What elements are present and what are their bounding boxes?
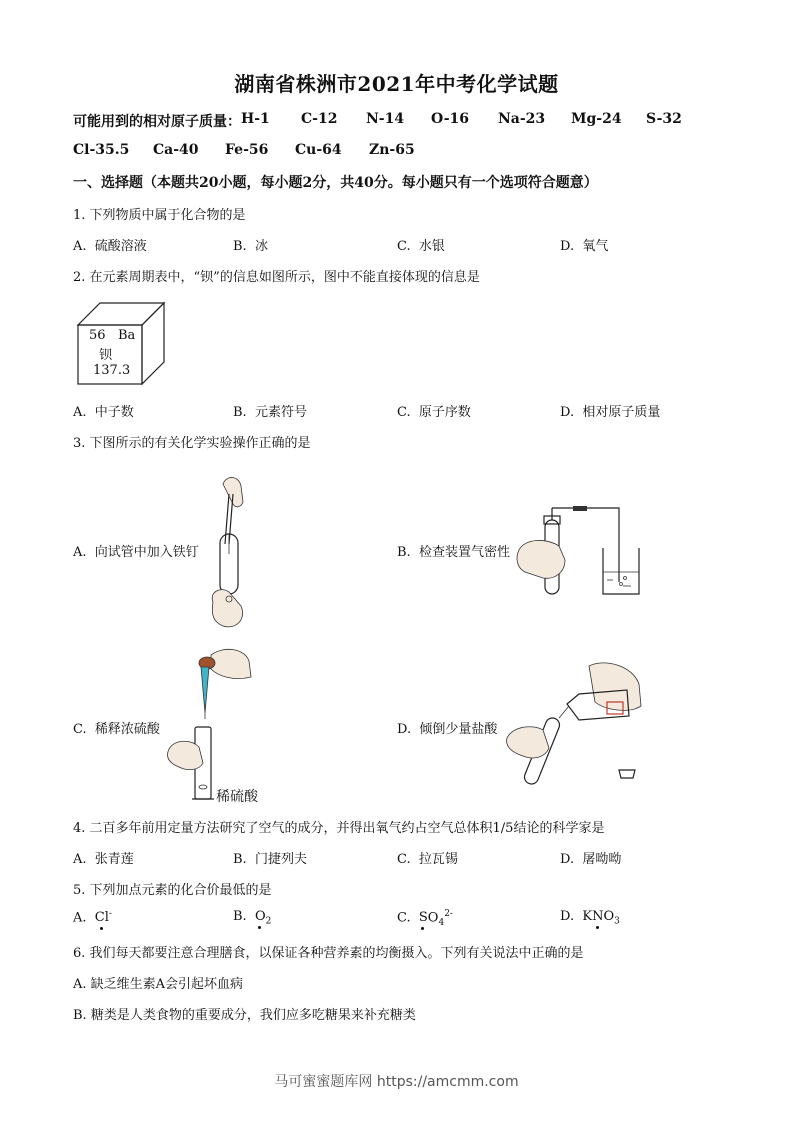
footer-watermark: 马可蜜蜜题库网 https://amcmm.com [274, 1074, 519, 1090]
q3-option-d: D. 倾倒少量盐酸 [397, 722, 498, 737]
question-2-stem: 2. 在元素周期表中，“钡”的信息如图所示，图中不能直接体现的信息是 [73, 270, 480, 285]
element-number: 56 [89, 328, 106, 343]
element-mass: 137.3 [93, 363, 131, 378]
question-1-stem: 1. 下列物质中属于化合物的是 [73, 208, 246, 223]
mass-item: Cu-64 [295, 142, 342, 158]
question-6-stem: 6. 我们每天都要注意合理膳食，以保证各种营养素的均衡摄入。下列有关说法中正确的是 [73, 946, 584, 961]
question-5-stem: 5. 下列加点元素的化合价最低的是 [73, 883, 272, 898]
q1-option-d: D. 氧气 [560, 239, 609, 254]
q5-option-d: D. $KNO_3$ [560, 909, 620, 927]
dotted-element: N [592, 909, 604, 924]
q2-option-c: C. 原子序数 [397, 405, 471, 420]
q5-option-b: B. $O_2$ [233, 909, 272, 927]
section-header: 一、选择题（本题共20小题，每小题2分，共40分。每小题只有一个选项符合题意） [73, 175, 598, 191]
q5-option-a: A. Cl- [73, 909, 112, 926]
q1-option-b: B. 冰 [233, 239, 268, 254]
dotted-element: S [418, 910, 428, 926]
q3-option-c: C. 稀释浓硫酸 [73, 722, 160, 737]
element-name: 钡 [99, 348, 113, 363]
mass-item: O-16 [431, 111, 470, 127]
atomic-masses-row1 [73, 111, 682, 131]
atomic-masses-row2 [73, 142, 415, 158]
q1-option-a: A. 硫酸溶液 [73, 239, 147, 254]
mass-item: Mg-24 [571, 111, 622, 127]
q5-option-c: C. $SO_4^{2-}$ [397, 909, 453, 928]
mass-item: Fe-56 [225, 142, 269, 158]
mass-item: N-14 [366, 111, 405, 127]
q3-option-a: A. 向试管中加入铁钉 [73, 545, 199, 560]
mass-item: C-12 [301, 111, 338, 127]
dotted-element: Cl [94, 910, 109, 926]
q4-option-c: C. 拉瓦锡 [397, 852, 458, 867]
question-3-stem: 3. 下图所示的有关化学实验操作正确的是 [73, 436, 311, 451]
atomic-masses-label: 可能用到的相对原子质量： [73, 114, 241, 130]
figure-a-test-tube-iron-nail [205, 474, 255, 634]
mass-item: Zn-65 [369, 142, 415, 158]
element-symbol: Ba [118, 328, 136, 343]
figure-c-dilute-acid [165, 645, 275, 805]
q2-option-a: A. 中子数 [73, 405, 134, 420]
q1-option-c: C. 水银 [397, 239, 445, 254]
q4-option-b: B. 门捷列夫 [233, 852, 307, 867]
q4-option-d: D. 屠呦呦 [560, 852, 622, 867]
q3-option-b: B. 检查装置气密性 [397, 545, 510, 560]
mass-item: Ca-40 [153, 142, 199, 158]
mass-item: H-1 [241, 111, 270, 127]
figure-d-pour-acid [505, 658, 645, 790]
page-title: 湖南省株洲市2021年中考化学试题 [234, 72, 559, 96]
q2-option-d: D. 相对原子质量 [560, 405, 661, 420]
q2-option-b: B. 元素符号 [233, 405, 307, 420]
question-4-stem: 4. 二百多年前用定量方法研究了空气的成分，并得出氧气约占空气总体积1/5结论的科学家是 [73, 821, 605, 836]
dotted-element: O [254, 909, 266, 924]
q4-option-a: A. 张青莲 [73, 852, 134, 867]
mass-item: Na-23 [498, 111, 546, 127]
figure-c-label: 稀硫酸 [216, 789, 258, 805]
figure-b-airtightness-check [515, 502, 650, 602]
q6-option-b: B. 糖类是人类食物的重要成分，我们应多吃糖果来补充糖类 [73, 1008, 416, 1023]
q6-option-a: A. 缺乏维生素A会引起坏血病 [73, 977, 244, 992]
mass-item: Cl-35.5 [73, 142, 130, 158]
mass-item: S-32 [646, 111, 682, 127]
